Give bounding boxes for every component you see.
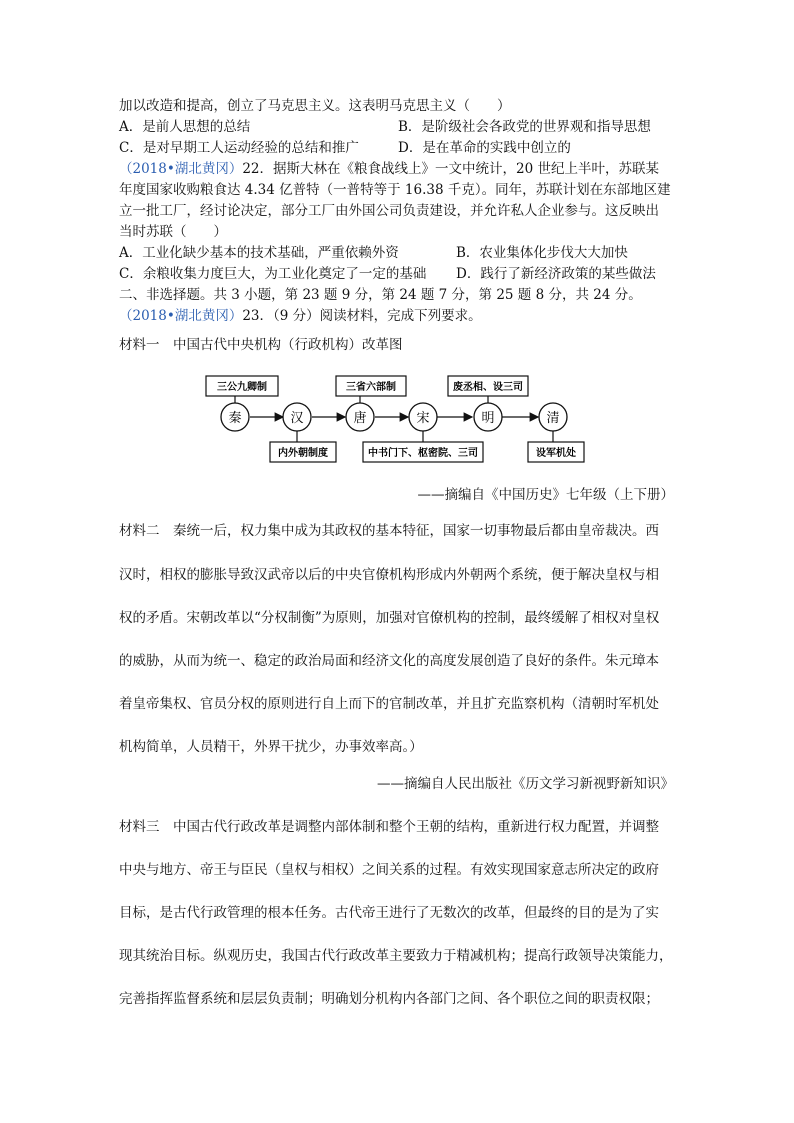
- section-heading: 二、非选择题。共 3 小题，第 23 题 9 分，第 24 题 7 分，第 25 题 8 分，共 24 分。: [119, 287, 642, 303]
- q22-source: （2018•湖北黄冈）: [119, 161, 243, 177]
- node-tang: [346, 403, 374, 431]
- material3-line-4: 现其统治目标。纵观历史，我国古代行政改革主要致力于精减机构；提高行政领导决策能力，: [119, 948, 673, 964]
- material1-title: 材料一 中国古代中央机构（行政机构）改革图: [119, 337, 403, 353]
- q22-text-1: 22．据斯大林在《粮食战线上》一文中统计，20 世纪上半叶，苏联某: [242, 161, 659, 177]
- q22-option-a: A．工业化缺少基本的技术基础，严重依赖外资: [119, 245, 399, 261]
- reform-diagram: [0, 360, 794, 480]
- top-box-sansheng: [336, 376, 406, 396]
- q22-option-c: C．余粮收集力度巨大，为工业化奠定了一定的基础: [119, 266, 427, 282]
- bottom-box-zhongshu: [363, 442, 483, 462]
- q22-line1: [119, 159, 659, 179]
- q21-option-d: D．是在革命的实践中创立的: [398, 140, 571, 156]
- top-box-feichengxiang: [448, 376, 528, 396]
- top-box-feichengxiang-label: 废丞相、设三司: [453, 382, 523, 393]
- material2-line-3: 权的矛盾。宋朝改革以“分权制衡”为原则，加强对官僚机构的控制，最终缓解了相权对皇权: [119, 610, 660, 626]
- node-han-label: 汉: [290, 411, 304, 426]
- top-box-sangong: [206, 376, 278, 396]
- node-qing-label: 清: [546, 411, 560, 426]
- material2-line-1: 材料二 秦统一后，权力集中成为其政权的基本特征，国家一切事物最后都由皇帝裁决。西: [119, 523, 659, 539]
- top-box-sangong-label: 三公九卿制: [217, 382, 267, 393]
- q22-line3: 立一批工厂，经讨论决定，部分工厂由外国公司负责建设，并允许私人企业参与。这反映出: [119, 203, 659, 219]
- node-qing: [539, 403, 567, 431]
- bottom-box-neiwaichao-label: 内外朝制度: [278, 448, 328, 459]
- q23-text: 23．（9 分）阅读材料，完成下列要求。: [242, 308, 482, 324]
- material3-line-2: 中央与地方、帝王与臣民（皇权与相权）之间关系的过程。有效实现国家意志所决定的政府: [119, 862, 659, 878]
- q22-line4: 当时苏联（ ）: [119, 224, 227, 240]
- q22-option-d: D．践行了新经济政策的某些做法: [456, 266, 656, 282]
- material3-line-1: 材料三 中国古代行政改革是调整内部体制和整个王朝的结构，重新进行权力配置，并调整: [119, 819, 659, 835]
- node-song: [409, 403, 437, 431]
- top-box-sansheng-label: 三省六部制: [346, 382, 396, 393]
- node-ming: [474, 403, 502, 431]
- q22-option-b: B．农业集体化步伐大大加快: [456, 245, 628, 261]
- q21-stem: 加以改造和提高，创立了马克思主义。这表明马克思主义（ ）: [119, 98, 511, 114]
- node-ming-label: 明: [481, 411, 495, 426]
- material2-source: ——摘编自人民出版社《历文学习新视野新知识》: [377, 776, 674, 792]
- bottom-box-junjichu: [528, 442, 584, 462]
- material2-line-4: 的威胁，从而为统一、稳定的政治局面和经济文化的高度发展创造了良好的条件。朱元璋本: [119, 653, 659, 669]
- q22-line2: 年度国家收购粮食达 4.34 亿普特（一普特等于 16.38 千克）。同年，苏联计划在东部地区建: [119, 182, 671, 198]
- q21-option-c: C．是对早期工人运动经验的总结和推广: [119, 140, 359, 156]
- q23-source: （2018•湖北黄冈）: [119, 308, 243, 324]
- node-qin: [221, 403, 249, 431]
- bottom-box-zhongshu-label: 中书门下、枢密院、三司: [368, 448, 478, 459]
- q21-option-a: A．是前人思想的总结: [119, 119, 251, 135]
- node-han: [283, 403, 311, 431]
- bottom-box-neiwaichao: [270, 442, 336, 462]
- bottom-box-junjichu-label: 设军机处: [536, 448, 576, 459]
- material1-source: ——摘编自《中国历史》七年级（上下册）: [417, 487, 674, 503]
- material2-line-2: 汉时，相权的膨胀导致汉武帝以后的中央官僚机构形成内外朝两个系统，便于解决皇权与相: [119, 567, 659, 583]
- material3-line-5: 完善指挥监督系统和层层负责制；明确划分机构内各部门之间、各个职位之间的职责权限；: [119, 991, 659, 1007]
- node-song-label: 宋: [416, 411, 430, 426]
- q23-header: [119, 306, 482, 326]
- q21-option-b: B．是阶级社会各政党的世界观和指导思想: [398, 119, 651, 135]
- node-tang-label: 唐: [353, 411, 367, 426]
- material3-line-3: 目标，是古代行政管理的根本任务。古代帝王进行了无数次的改革，但最终的目的是为了实: [119, 905, 659, 921]
- material2-line-5: 着皇帝集权、官员分权的原则进行自上而下的官制改革，并且扩充监察机构（清朝时军机处: [119, 696, 659, 712]
- node-qin-label: 秦: [228, 411, 242, 426]
- material2-line-6: 机构简单，人员精干，外界干扰少，办事效率高。）: [119, 739, 423, 755]
